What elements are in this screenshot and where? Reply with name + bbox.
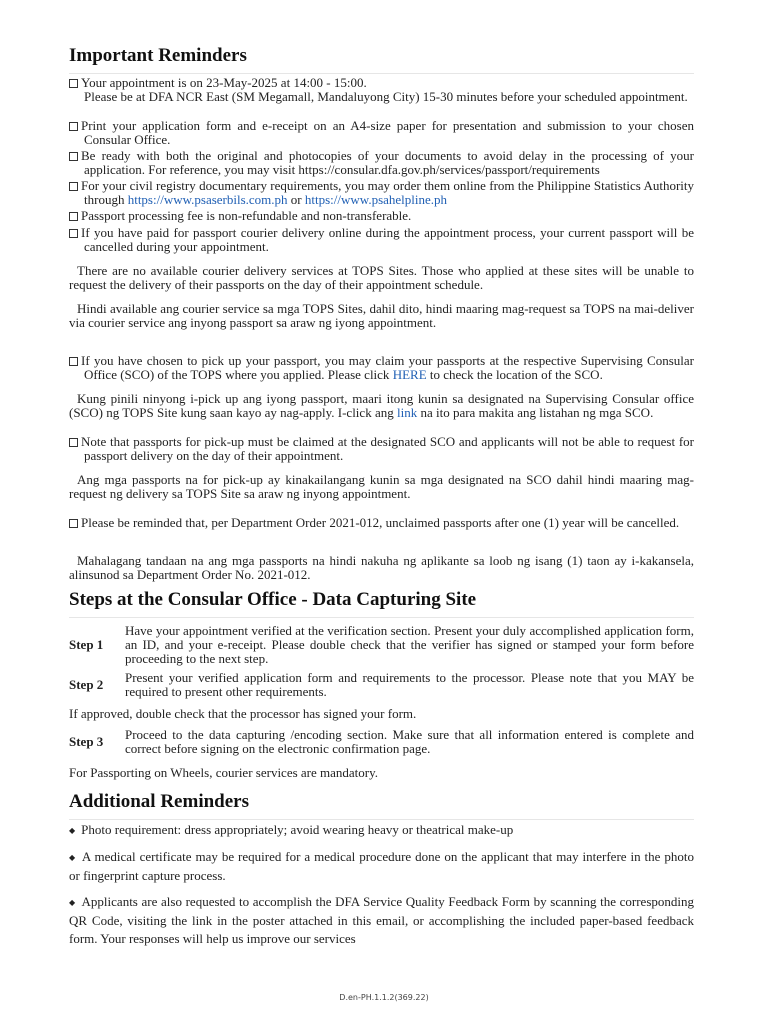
reminder-pickup-sco: Note that passports for pick-up must be claimed at the designated SCO and applicants will not be able to request for passport delivery on the day of their appointment. bbox=[69, 435, 694, 463]
checkbox-icon bbox=[69, 519, 78, 528]
reminder-appointment: Your appointment is on 23-May-2025 at 14:00 - 15:00. Please be at DFA NCR East (SM Megamall, Mandaluyong City) 15-30 minutes before your scheduled appointment. bbox=[69, 76, 694, 104]
checkbox-icon bbox=[69, 122, 78, 131]
step-2 bbox=[69, 671, 694, 699]
step-3-label: Step 3 bbox=[69, 734, 104, 749]
reminder-courier-cancel: If you have paid for passport courier delivery online during the appointment process, your current passport will be cancelled during your appointment. bbox=[69, 226, 694, 254]
reminder-print-form: Print your application form and e-receipt on an A4-size paper for presentation and submission to your chosen Consular Office. bbox=[69, 119, 694, 147]
footer-code: D.en-PH.1.1.2(369.22) bbox=[339, 993, 429, 1002]
step-1-text: Have your appointment verified at the verification section. Present your duly accomplished application form, an ID, and your e-receipt. Please double check that the verifier has signed or stamped your form before proceeding to the next step. bbox=[125, 623, 694, 666]
bullet-feedback: ◆ Applicants are also requested to accomplish the DFA Service Quality Feedback Form by scanning the corresponding QR Code, visiting the link in the poster attached in this email, or accomplishing the included paper-based feedback form. Your responses will help us improve our services bbox=[69, 894, 694, 946]
important-reminders-heading: Important Reminders bbox=[69, 45, 694, 74]
tops-courier-note-tagalog: Hindi available ang courier service sa mga TOPS Sites, dahil dito, hindi maaring mag-request sa TOPS na mai-deliver via courier service ang inyong passport sa araw ng iyong appointment. bbox=[69, 301, 694, 330]
wheels-note: For Passporting on Wheels, courier services are mandatory. bbox=[69, 765, 379, 780]
psahelpline-link[interactable]: https://www.psahelpline.ph bbox=[304, 192, 448, 207]
pickup-note-tagalog: Kung pinili ninyong i-pick up ang iyong passport, maari itong kunin sa designated na Supervising Consular office (SCO) ng TOPS Site kung saan kayo ay nag-apply. I-click ang link na ito para makita ang listahan ng mga SCO. bbox=[69, 391, 694, 420]
approved-note: If approved, double check that the processor has signed your form. bbox=[69, 706, 417, 721]
pickup-sco-tagalog: Ang mga passports na for pick-up ay kinakailangang kunin sa mga designated na SCO dahil hindi maaring mag-request ng delivery sa TOPS Site sa araw ng inyong appointment. bbox=[69, 472, 694, 501]
step-3 bbox=[69, 728, 694, 756]
tops-courier-note: There are no available courier delivery services at TOPS Sites. Those who applied at these sites will be unable to request the delivery of their passports on the day of their appointment schedule. bbox=[69, 263, 694, 292]
checkbox-icon bbox=[69, 357, 78, 366]
bullet-photo: ◆ Photo requirement: dress appropriately; avoid wearing heavy or theatrical make-up bbox=[69, 822, 514, 837]
sco-list-link[interactable]: link bbox=[396, 405, 418, 420]
steps-heading: Steps at the Consular Office - Data Capturing Site bbox=[69, 589, 694, 618]
checkbox-icon bbox=[69, 438, 78, 447]
reminder-unclaimed: Please be reminded that, per Department Order 2021-012, unclaimed passports after one (1) year will be cancelled. bbox=[69, 516, 694, 530]
step-1 bbox=[69, 624, 694, 666]
reminder-documents: Be ready with both the original and photocopies of your documents to avoid delay in the processing of your application. For reference, you may visit https://consular.dfa.gov.ph/services/passport/requirements bbox=[69, 149, 694, 177]
step-2-text: Present your verified application form and requirements to the processor. Please note that you MAY be required to present other requirements. bbox=[125, 670, 694, 699]
checkbox-icon bbox=[69, 182, 78, 191]
reminder-fee: Passport processing fee is non-refundable and non-transferable. bbox=[69, 209, 694, 223]
checkbox-icon bbox=[69, 152, 78, 161]
diamond-bullet-icon: ◆ bbox=[69, 898, 76, 907]
reminder-pickup: If you have chosen to pick up your passport, you may claim your passports at the respective Supervising Consular Office (SCO) of the TOPS where you applied. Please click HERE to check the location of the SCO. bbox=[69, 354, 694, 382]
step-1-label: Step 1 bbox=[69, 637, 104, 652]
diamond-bullet-icon: ◆ bbox=[69, 826, 76, 835]
step-3-text: Proceed to the data capturing /encoding section. Make sure that all information entered is complete and correct before signing on the electronic confirmation page. bbox=[125, 727, 694, 756]
sco-here-link[interactable]: HERE bbox=[392, 367, 427, 382]
unclaimed-tagalog: Mahalagang tandaan na ang mga passports na hindi nakuha ng aplikante sa loob ng isang (1) taon ay i-kakansela, alinsunod sa Department Order No. 2021-012. bbox=[69, 553, 694, 582]
diamond-bullet-icon: ◆ bbox=[69, 853, 76, 862]
psaserbils-link[interactable]: https://www.psaserbils.com.ph bbox=[127, 192, 288, 207]
additional-reminders-heading: Additional Reminders bbox=[69, 791, 694, 820]
checkbox-icon bbox=[69, 212, 78, 221]
step-2-label: Step 2 bbox=[69, 677, 104, 692]
checkbox-icon bbox=[69, 79, 78, 88]
checkbox-icon bbox=[69, 229, 78, 238]
reminder-civil-registry: For your civil registry documentary requirements, you may order them online from the Philippine Statistics Authority through https://www.psaserbils.com.ph or https://www.psahelpline.ph bbox=[69, 179, 694, 207]
bullet-medical: ◆ A medical certificate may be required for a medical procedure done on the applicant that may interfere in the photo or fingerprint capture process. bbox=[69, 849, 694, 883]
